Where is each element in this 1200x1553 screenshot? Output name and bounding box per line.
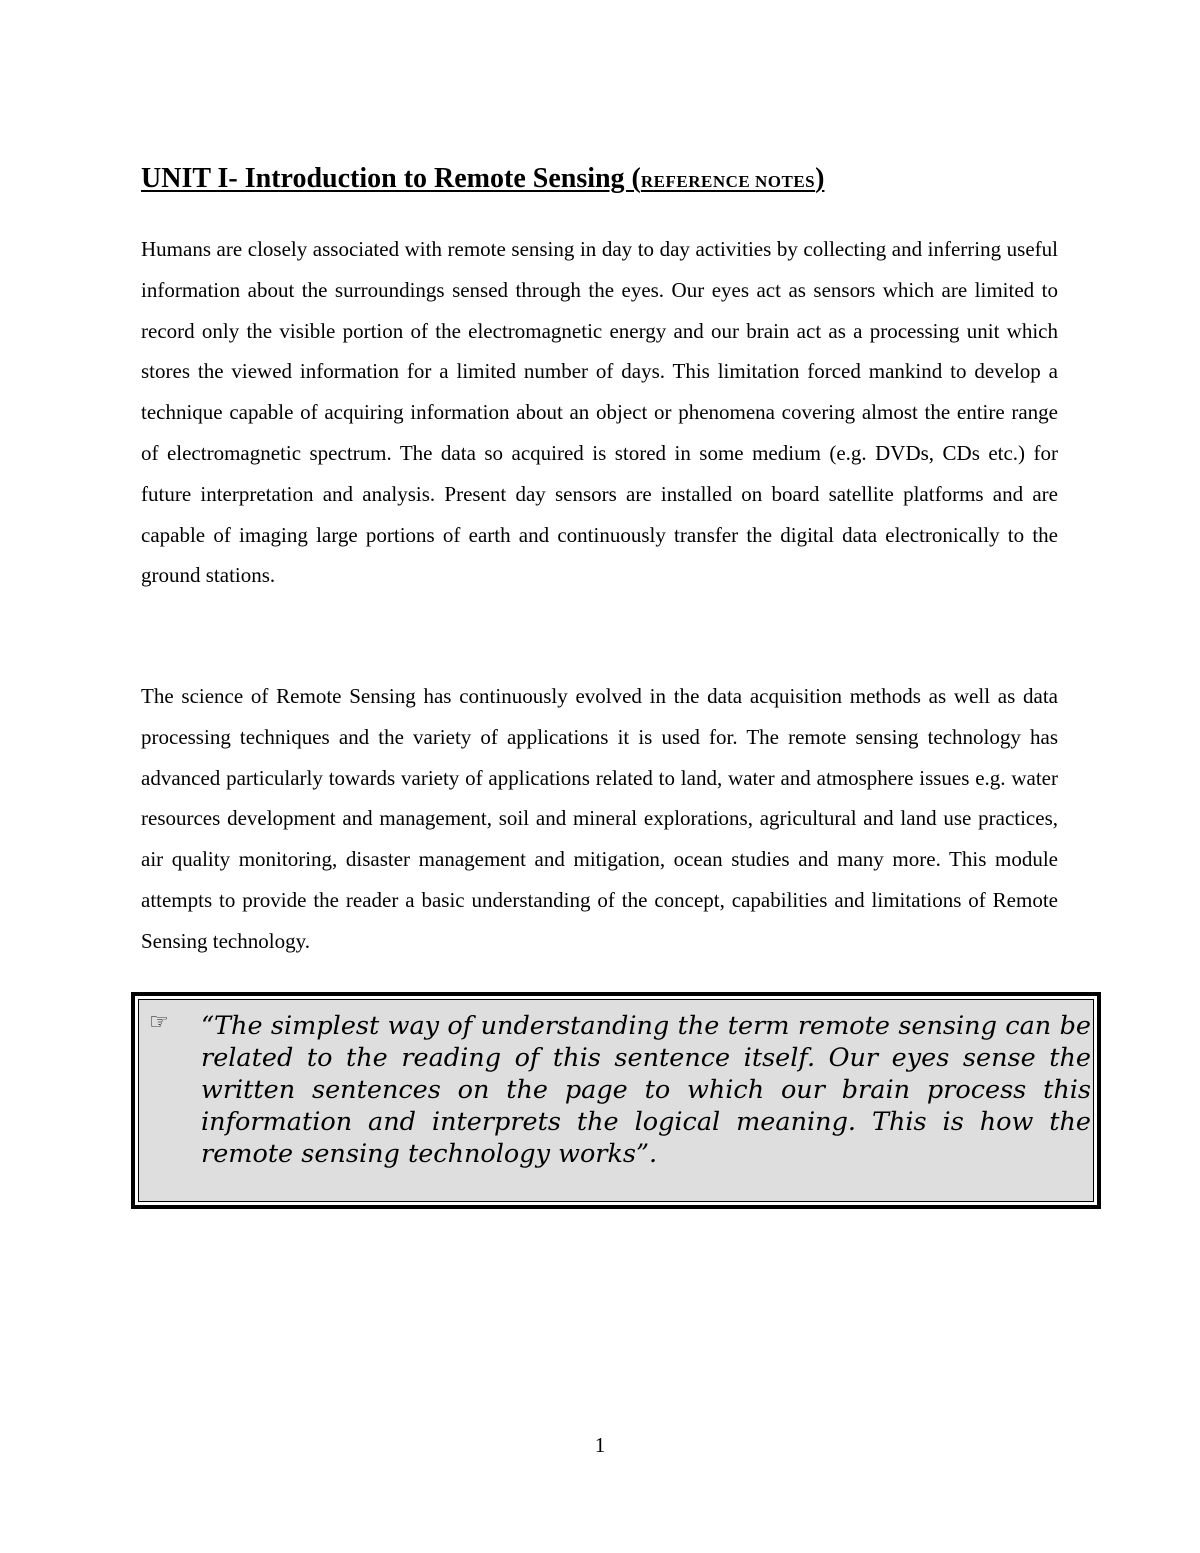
heading-main: UNIT I- Introduction to Remote Sensing ( <box>141 162 641 194</box>
page-number: 1 <box>594 1433 606 1457</box>
heading-note: REFERENCE NOTES <box>640 171 816 191</box>
quote-box <box>131 992 1101 1209</box>
unit-heading <box>141 159 1061 202</box>
paragraph-science: The science of Remote Sensing has continuously evolved in the data acquisition methods as well as data processing techniques and the variety of applications it is used for. The remote sensing technology has advanced particularly towards variety of applications related to land, water and atmosphere issues e.g. water resources development and management, soil and mineral explorations, agricultural and land use practices, air quality monitoring, disaster management and mitigation, ocean studies and many more. This module attempts to provide the reader a basic understanding of the concept, capabilities and limitations of Remote Sensing technology. <box>141 684 1058 953</box>
paragraph-intro: Humans are closely associated with remote sensing in day to day activities by collecting and inferring useful information about the surroundings sensed through the eyes. Our eyes act as sensors which are limited to record only the visible portion of the electromagnetic energy and our brain act as a processing unit which stores the viewed information for a limited number of days. This limitation forced mankind to develop a technique capable of acquiring information about an object or phenomena covering almost the entire range of electromagnetic spectrum. The data so acquired is stored in some medium (e.g. DVDs, CDs etc.) for future interpretation and analysis. Present day sensors are installed on board satellite platforms and are capable of imaging large portions of earth and continuously transfer the digital data electronically to the ground stations. <box>141 237 1058 588</box>
quote-text: “The simplest way of understanding the term remote sensing can be related to the reading of this sentence itself. Our eyes sense the written sentences on the page to which our brain process this information and interprets the logical meaning. This is how the remote sensing technology works”. <box>201 1011 1091 1169</box>
quote-panel <box>138 999 1094 1202</box>
heading-close: ) <box>815 162 825 194</box>
pointing-hand-icon: ☞ <box>149 1010 169 1035</box>
